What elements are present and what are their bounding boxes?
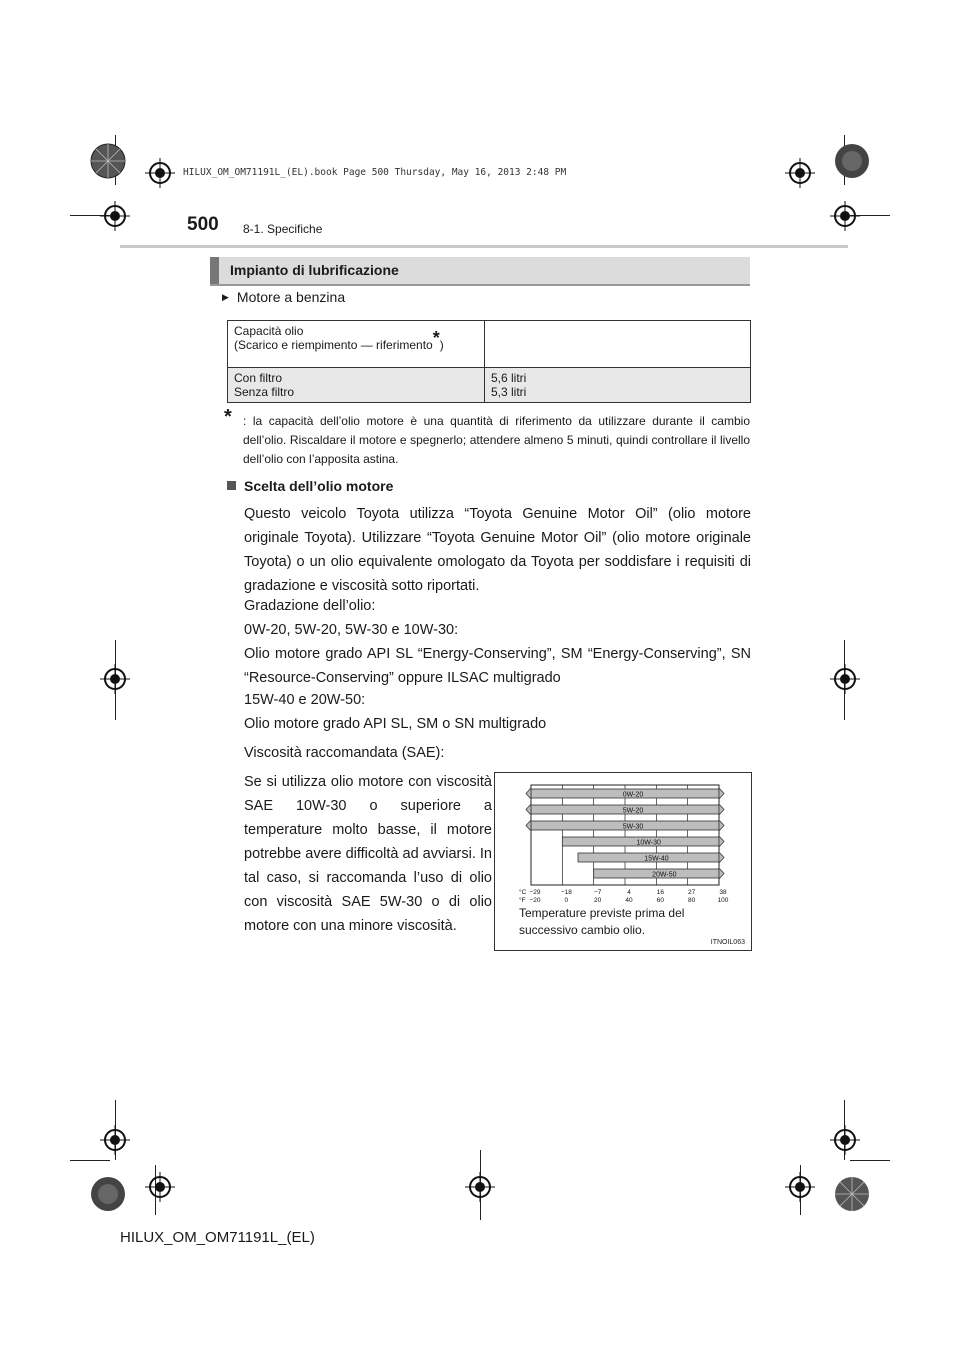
paragraph: Se si utilizza olio motore con viscosità SAE 10W-30 o superiore a temperature molto basse, il motore potrebbe avere difficoltà ad avviarsi. In tal caso, si raccomanda l’uso di olio con viscosità SAE 5W-30 o di olio motore con una minore viscosità. (244, 774, 492, 934)
fahrenheit-tick-label: −20 (529, 897, 541, 903)
with-filter-label: Con filtro (234, 371, 283, 385)
registration-mark-icon (100, 201, 130, 231)
celsius-tick-label: −18 (560, 889, 572, 896)
oil-capacity-table (227, 320, 751, 403)
table-cell (485, 321, 751, 368)
bar-arrowhead (719, 836, 724, 847)
grade-label: 15W-40 (644, 855, 669, 863)
square-bullet-icon (227, 481, 236, 490)
section-marker (210, 257, 219, 284)
bar-arrowhead (526, 820, 531, 831)
grade-label: 5W-30 (622, 823, 644, 831)
table-cell (485, 368, 751, 403)
section-label: 8-1. Specifiche (243, 222, 323, 236)
triangle-bullet-icon: ▶ (222, 292, 229, 302)
registration-mark-icon (100, 664, 130, 694)
registration-mark-icon (145, 158, 175, 188)
registration-mark-icon (830, 1125, 860, 1155)
viscosity-chart-figure (494, 772, 752, 951)
bar-arrowhead (719, 852, 724, 863)
bar-arrowhead (719, 868, 724, 879)
page-number: 500 (187, 214, 219, 235)
grade-label: 20W-50 (652, 871, 677, 879)
registration-mark-icon (785, 158, 815, 188)
without-filter-label: Senza filtro (234, 385, 295, 399)
color-rosette-icon (834, 143, 870, 179)
viscosity-chart (495, 773, 751, 903)
celsius-tick-label: 4 (627, 889, 631, 896)
fahrenheit-tick-label: 40 (625, 897, 633, 903)
without-filter-value: 5,3 litri (491, 385, 527, 399)
fahrenheit-tick-label: 20 (594, 897, 602, 903)
bar-arrowhead (719, 788, 724, 799)
paragraph: Questo veicolo Toyota utilizza “Toyota Genuine Motor Oil” (olio motore originale Toyota). Utilizzare “Toyota Genuine Motor Oil” (olio motore originale Toyota) o un olio equivalente omologato da Toyota per soddisfare i requisiti di gradazione e viscosità sotto riportati. (244, 506, 751, 594)
fahrenheit-tick-label: 80 (688, 897, 696, 903)
registration-mark-icon (100, 1125, 130, 1155)
celsius-axis-label: °C (519, 889, 527, 896)
celsius-tick-label: −7 (593, 889, 602, 896)
footnote-text: : la capacità dell’olio motore è una quantità di riferimento da utilizzare durante il cambio dell’olio. Riscaldare il motore e spegnerlo; attendere almeno 5 minuti, quindi controllare il livello dell’olio con l’apposita astina. (243, 414, 750, 466)
paragraph: 15W-40 e 20W-50: Olio motore grado API SL, SM o SN multigrado (244, 692, 547, 732)
registration-mark-icon (830, 201, 860, 231)
figure-code: ITNOIL063 (710, 939, 745, 946)
subsection-heading: Scelta dell’olio motore (227, 478, 393, 494)
bar-arrowhead (526, 788, 531, 799)
bar-arrowhead (526, 804, 531, 815)
footnote-star: * (224, 406, 232, 428)
fahrenheit-tick-label: 0 (564, 897, 569, 903)
engine-label: Motore a benzina (236, 289, 346, 305)
paragraph: Gradazione dell’olio: (244, 598, 376, 614)
with-filter-value: 5,6 litri (491, 371, 527, 385)
paragraph: Viscosità raccomandata (SAE): (244, 745, 445, 761)
bar-arrowhead (719, 820, 724, 831)
section-title-bar (210, 257, 750, 286)
fahrenheit-tick-label: 100 (717, 897, 729, 903)
celsius-tick-label: −29 (529, 889, 541, 896)
grade-label: 5W-20 (622, 807, 644, 815)
section-title: Impianto di lubrificazione (230, 262, 399, 278)
celsius-tick-label: 38 (719, 889, 727, 896)
table-row (228, 368, 751, 403)
registration-mark-icon (830, 664, 860, 694)
color-rosette-icon (90, 143, 126, 179)
book-stamp: HILUX_OM_OM71191L_(EL).book Page 500 Thursday, May 16, 2013 2:48 PM (183, 167, 567, 178)
grade-label: 0W-20 (622, 791, 644, 799)
fahrenheit-tick-label: 60 (656, 897, 664, 903)
color-rosette-icon (90, 1176, 126, 1212)
registration-mark-icon (465, 1172, 495, 1202)
footnote (224, 406, 750, 469)
paragraph: 0W-20, 5W-20, 5W-30 e 10W-30: Olio motore grado API SL “Energy-Conserving”, SM “Energy-Conserving”, SN “Resource-Conserving” oppure ILSAC multigrado (244, 622, 751, 686)
capacity-label: Capacità olio (234, 324, 304, 338)
figure-caption: Temperature previste prima del successivo cambio olio. (519, 906, 685, 937)
engine-type-item (222, 289, 345, 305)
footer-code: HILUX_OM_OM71191L_(EL) (120, 1229, 315, 1246)
fahrenheit-axis-label: °F (519, 897, 526, 903)
bar-arrowhead (719, 804, 724, 815)
capacity-label-detail: (Scarico e riempimento — riferimento*) (234, 328, 444, 352)
celsius-tick-label: 27 (688, 889, 696, 896)
table-cell (228, 368, 485, 403)
table-cell (228, 321, 485, 368)
celsius-tick-label: 16 (656, 889, 664, 896)
header-rule (120, 245, 848, 248)
registration-mark-icon (785, 1172, 815, 1202)
table-row (228, 321, 751, 368)
registration-mark-icon (145, 1172, 175, 1202)
grade-label: 10W-30 (636, 839, 661, 847)
color-rosette-icon (834, 1176, 870, 1212)
